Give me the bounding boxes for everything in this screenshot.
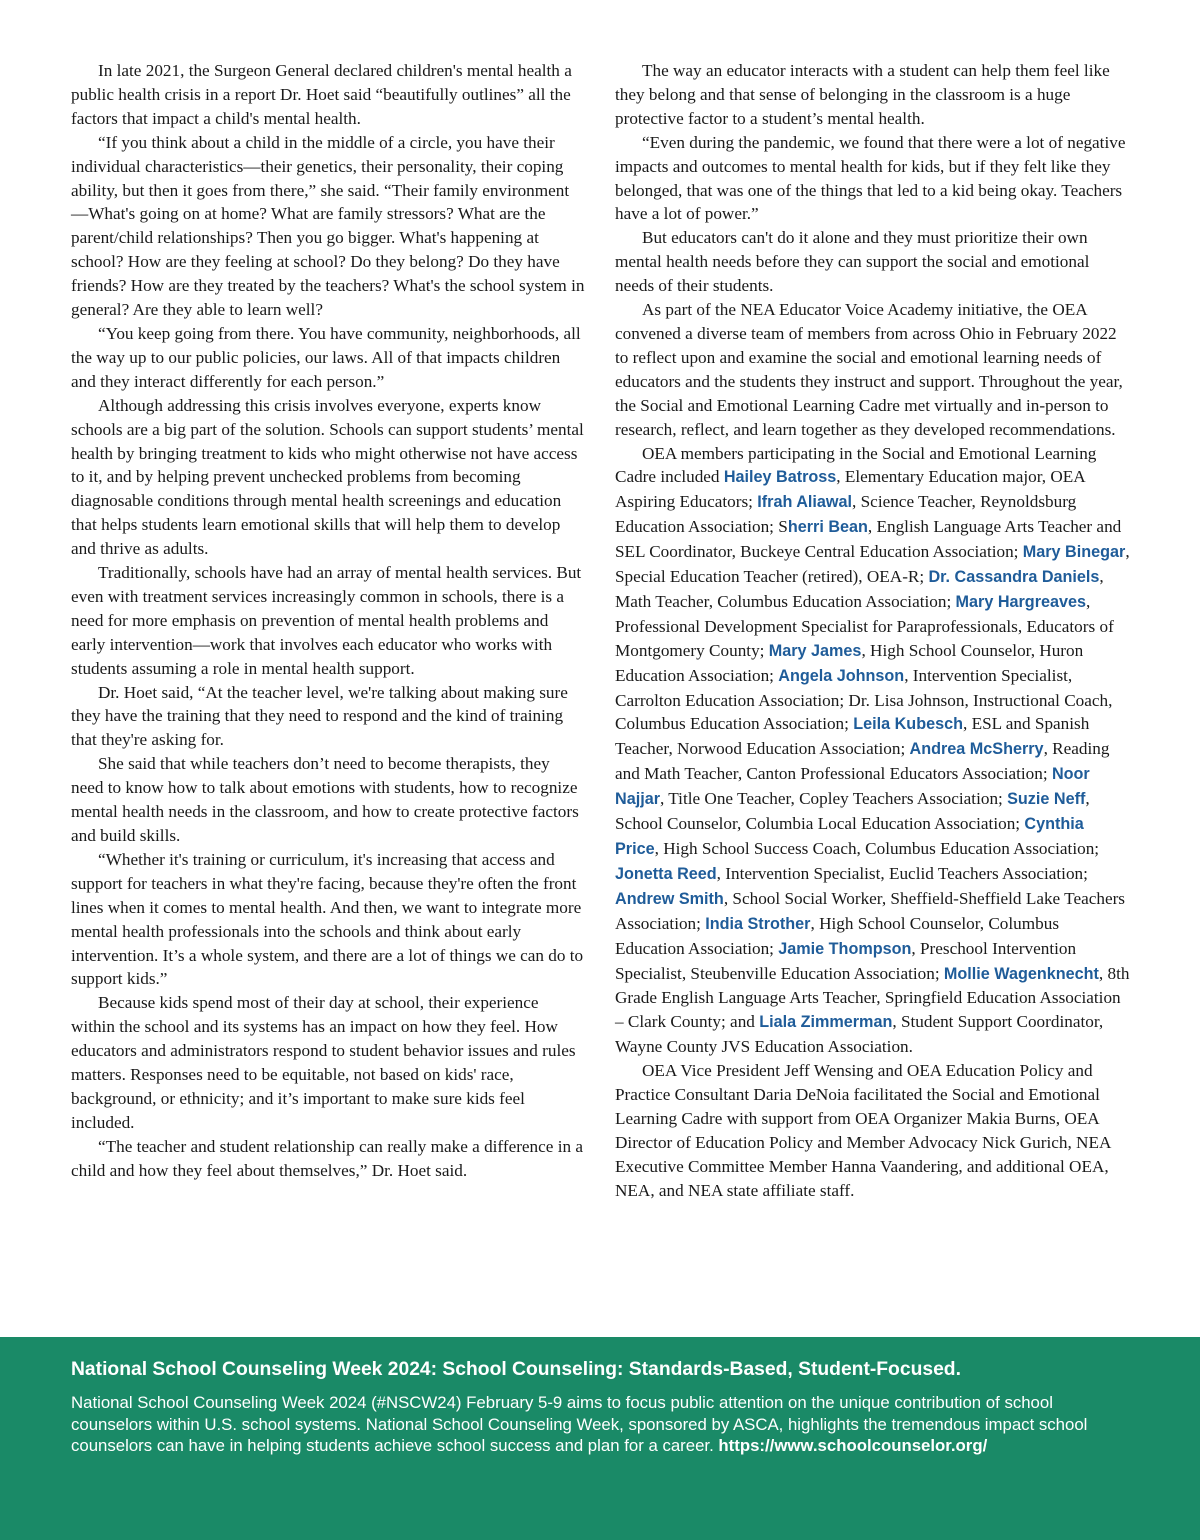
paragraph: “You keep going from there. You have community, neighborhoods, all the way up to our public policies, our laws. All of that impacts children and they interact differently for each person.” (71, 323, 581, 391)
paragraph: She said that while teachers don’t need to become therapists, they need to know how to talk about emotions with students, how to recognize mental health needs in the classroom, and how to create protective factors and build skills. (71, 754, 579, 845)
member-name: Jonetta Reed (615, 864, 717, 883)
member-name: Leila Kubesch (853, 715, 963, 734)
member-description: , Preschool Intervention Specialist, Steubenville Education Association; (615, 938, 1077, 983)
paragraph: “If you think about a child in the middle of a circle, you have their individual characteristics—their genetics, their personality, their coping ability, but then it goes from there,” she said. “Their family environment—What's going on at home? What are family stressors? What are the parent/child relationships? Then you go bigger. What's happening at school? How are they feeling at school? Do they belong? Do they have friends? How are they treated by the teachers? What's the school system in general? Are they able to learn well? (71, 132, 585, 320)
member-name: Angela Johnson (778, 666, 905, 685)
member-name: Andrew Smith (615, 889, 724, 908)
paragraph: As part of the NEA Educator Voice Academy initiative, the OEA convened a diverse team of members from across Ohio in February 2022 to reflect upon and examine the social and emotional learning needs of educators and the students they instruct and support. Throughout the year, the Social and Emotional Learning Cadre met virtually and in-person to research, reflect, and learn together as they developed recommendations. (615, 300, 1123, 439)
member-name: Cynthia Price (615, 815, 1084, 858)
member-name: Mary James (768, 641, 862, 660)
member-name: Noor Najjar (615, 765, 1090, 809)
member-name: India Strother (705, 914, 811, 933)
member-description: , Title One Teacher, Copley Teachers Association; (660, 789, 1008, 809)
member-description: , Intervention Specialist, Carrolton Education Association; Dr. Lisa Johnson, Instructional Coach, Columbus Education Association; (615, 665, 1113, 734)
member-name: Ifrah Aliawal (757, 493, 853, 512)
member-description: , Reading and Math Teacher, Canton Professional Educators Association; (615, 739, 1110, 784)
members-paragraph (615, 442, 1131, 1060)
member-description: , High School Counselor, Columbus Education Association; (615, 913, 1060, 958)
paragraph: “Even during the pandemic, we found that there were a lot of negative impacts and outcomes to mental health for kids, but if they felt like they belonged, that was one of the things that led to a kid being okay. Teachers have a lot of power.” (615, 132, 1126, 224)
counseling-week-banner (0, 1337, 1200, 1540)
banner-body (71, 1392, 1136, 1457)
member-name: Suzie Neff (1007, 790, 1086, 809)
paragraph: “The teacher and student relationship can really make a difference in a child and how they feel about themselves,” Dr. Hoet said. (71, 1136, 583, 1180)
member-name: Mary Binegar (1022, 543, 1126, 562)
paragraph: In late 2021, the Surgeon General declared children's mental health a public health crisis in a report Dr. Hoet said “beautifully outlines” all the factors that impact a child's mental health. (71, 61, 572, 128)
member-description: , Intervention Specialist, Euclid Teachers Association; (716, 863, 1088, 883)
members-intro: OEA members participating in the Social and Emotional Learning Cadre included (615, 443, 1097, 487)
member-description: , Elementary Education major, OEA Aspiring Educators; (615, 467, 1085, 512)
member-name: Mary Hargreaves (955, 592, 1087, 611)
member-name: Jamie Thompson (778, 939, 912, 958)
member-description: , Professional Development Specialist for Paraprofessionals, Educators of Montgomery County; (615, 591, 1114, 660)
member-description: , School Counselor, Columbia Local Education Association; (615, 789, 1090, 834)
right-column (615, 59, 1131, 1203)
member-name: herri Bean (787, 518, 868, 537)
member-name: Liala Zimmerman (759, 1013, 893, 1032)
paragraph: OEA Vice President Jeff Wensing and OEA Education Policy and Practice Consultant Daria DeNoia facilitated the Social and Emotional Learning Cadre with support from OEA Organizer Makia Burns, OEA Director of Education Policy and Member Advocacy Nick Gurich, NEA Executive Committee Member Hanna Vaandering, and additional OEA, NEA, and NEA state affiliate staff. (615, 1061, 1111, 1200)
member-name: Mollie Wagenknecht (943, 964, 1099, 983)
paragraph: Because kids spend most of their day at school, their experience within the school and its systems has an impact on how they feel. How educators and administrators respond to student behavior issues and rules matters. Responses need to be equitable, not based on kids' race, background, or ethnicity; and it’s important to make sure kids feel included. (71, 993, 576, 1132)
member-description: , High School Counselor, Huron Education Association; (615, 640, 1084, 685)
paragraph: “Whether it's training or curriculum, it's increasing that access and support for teachers in what they're facing, because they're often the front lines when it comes to mental health. And then, we want to integrate more mental health professionals into the schools and think about early intervention. It’s a whole system, and there are a lot of things we can do to support kids.” (71, 849, 584, 989)
banner-body-text: National School Counseling Week 2024 (#NSCW24) February 5-9 aims to focus public attention on the unique contribution of school counselors within U.S. school systems. National School Counseling Week, sponsored by ASCA, highlights the tremendous impact school counselors can have in helping students achieve school success and plan for a career. (71, 1393, 1088, 1456)
member-description: , Special Education Teacher (retired), OEA-R; (615, 542, 1130, 587)
member-description: , High School Success Coach, Columbus Education Association; (654, 839, 1100, 858)
banner-title: National School Counseling Week 2024: School Counseling: Standards-Based, Student-Focused. (71, 1359, 961, 1380)
paragraph: Dr. Hoet said, “At the teacher level, we're talking about making sure they have the training that they need to respond and the kind of training that they're asking for. (71, 682, 568, 750)
paragraph: Although addressing this crisis involves everyone, experts know schools are a big part of the solution. Schools can support students’ mental health by bringing treatment to kids who might otherwise not have access to it, and by helping prevent unchecked problems from becoming diagnosable conditions through mental health screenings and education that helps students learn emotional skills that will help them to develop and thrive as adults. (71, 395, 584, 559)
member-description: , ESL and Spanish Teacher, Norwood Education Association; (615, 714, 1090, 759)
member-description: , Science Teacher, Reynoldsburg Education Association; S (615, 492, 1077, 537)
schoolcounselor-link[interactable]: https://www.schoolcounselor.org/ (718, 1436, 988, 1456)
paragraph: Traditionally, schools have had an array of mental health services. But even with treatment services increasingly common in schools, there is a need for more emphasis on prevention of mental health problems and early intervention—work that involves each educator who works with students assuming a role in mental health support. (71, 563, 582, 678)
paragraph: The way an educator interacts with a student can help them feel like they belong and that sense of belonging in the classroom is a huge protective factor to a student’s mental health. (615, 61, 1110, 128)
member-name: Hailey Batross (723, 468, 837, 487)
article-columns (71, 59, 1131, 1203)
member-name: Andrea McSherry (909, 740, 1044, 759)
member-description: , 8th Grade English Language Arts Teacher, Springfield Education Association – Clark County; and (615, 963, 1130, 1032)
paragraph: But educators can't do it alone and they must prioritize their own mental health needs before they can support the social and emotional needs of their students. (615, 228, 1090, 296)
member-description: , School Social Worker, Sheffield-Sheffield Lake Teachers Association; (615, 888, 1125, 933)
left-column (71, 59, 586, 1203)
member-description: , Student Support Coordinator, Wayne County JVS Education Association. (615, 1012, 1104, 1057)
member-description: , Math Teacher, Columbus Education Association; (615, 567, 1104, 611)
member-description: , English Language Arts Teacher and SEL Coordinator, Buckeye Central Education Association; (615, 517, 1122, 562)
member-name: Dr. Cassandra Daniels (928, 568, 1100, 587)
